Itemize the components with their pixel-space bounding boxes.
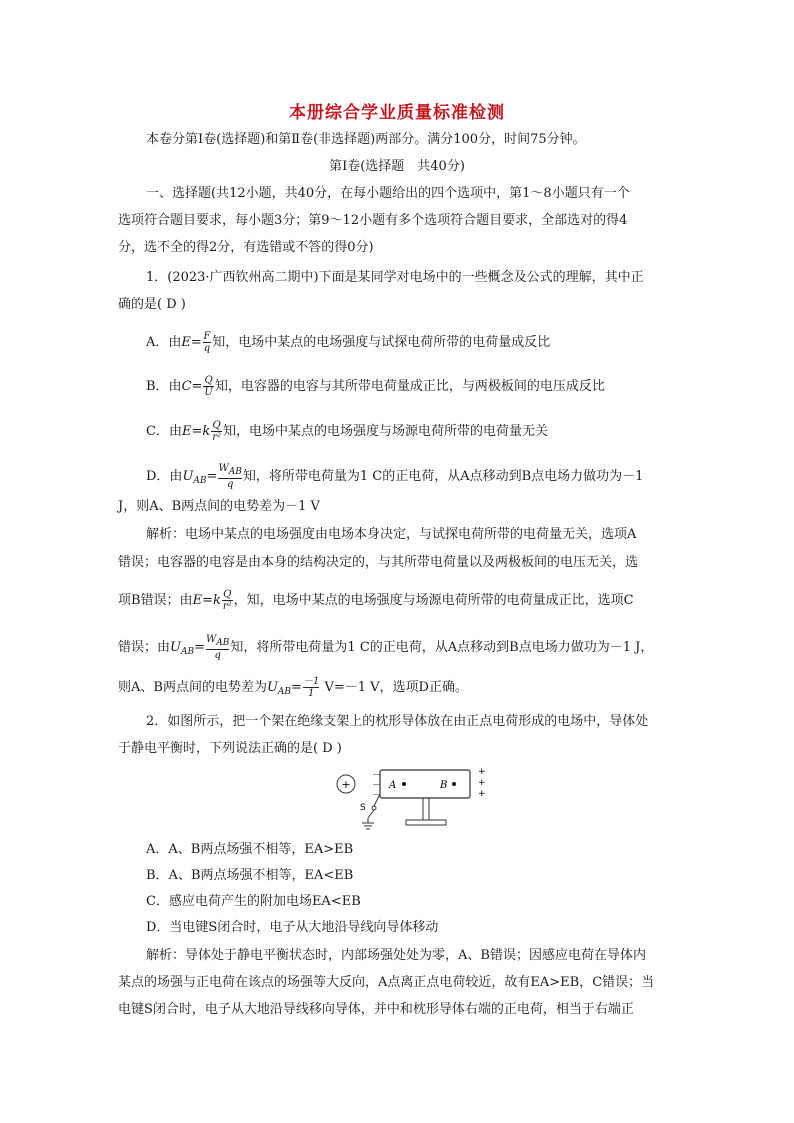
insulating-stand: [423, 798, 429, 820]
q2-option-c: C．感应电荷产生的附加电场EA<EB: [146, 894, 361, 909]
q2-analysis-line3: 电键S闭合时，电子从大地沿导线移向导体，并中和枕形导体右端的正电荷，相当于右端正: [118, 1002, 634, 1017]
q2-analysis-line2: 某点的场强与正电荷在该点的场强等大反向，A点离正点电荷较近，故有EA>EB，C错误；当: [118, 975, 655, 990]
q2-option-a: A．A、B两点场强不相等，EA>EB: [146, 842, 354, 857]
point-b: [452, 782, 456, 786]
q1-stem-line2: 确的是( D ): [118, 297, 186, 312]
minus-2: －: [372, 781, 382, 791]
document-title: 本册综合学业质量标准检测: [289, 103, 505, 123]
section1-instructions-2: 选项符合题目要求，每小题3分；第9～12小题有多个选项符合题目要求，全部选对的得4: [118, 213, 628, 228]
plus-3: +: [478, 789, 486, 799]
q2-option-d: D．当电键S闭合时，电子从大地沿导线向导体移动: [146, 920, 439, 935]
point-b-label: B: [440, 780, 448, 791]
minus-1: －: [372, 771, 382, 781]
q1-analysis-line5: 则A、B两点间的电势差为$U_{AB}=$ $\frac{-1}{1}$ V=－1 V，选项D正确。: [118, 676, 468, 699]
q1-stem-line1: 1．(2023·广西钦州高二期中)下面是某同学对电场中的一些概念及公式的理解，其中正: [146, 270, 644, 285]
switch-terminal: [372, 806, 376, 810]
q1-analysis-line4: 错误；由$U_{AB}=$ $\frac{W_{AB}}{q}$ 知，将所带电荷量为1 C的正电荷，从A点移动到B点电场力做功为－1 J，: [118, 634, 654, 661]
q2-stem-line1: 2．如图所示，把一个架在绝缘支架上的枕形导体放在由正点电荷形成的电场中，导体处: [146, 714, 649, 729]
positive-charge-sign: +: [341, 778, 351, 791]
section1-instructions-3: 分，选不全的得2分，有选错或不答的得0分): [118, 240, 374, 255]
q1-option-c: C．由E=k $\frac{Q}{\text{r²}}$ 知，电场中某点的电场强度与场源电荷所带的电荷量无关: [146, 420, 549, 443]
q1-option-b: B．由C= $\frac{Q}{U}$ 知，电容器的电容与其所带电荷量成正比，与两极板间的电压成反比: [146, 375, 605, 398]
conductor-diagram: [328, 766, 490, 832]
formula-E-kQ-over-r2: $\frac{Q}{\text{r²}}$: [212, 420, 222, 443]
q1-analysis-line2: 错误；电容器的电容是由本身的结构决定的，与其所带电荷量以及两极板间的电压无关，选: [118, 555, 639, 570]
formula-E-F-over-q: $\frac{F}{q}$: [203, 331, 211, 354]
q1-analysis-line3: 项B错误；由E=k $\frac{Q}{\text{r²}}$ ，知，电场中某点的电场强度与场源电荷所带的电荷量成正比，选项C: [118, 589, 634, 612]
q2-stem-line2: 于静电平衡时，下列说法正确的是( D ): [118, 741, 342, 756]
section1-instructions-1: 一、选择题(共12小题，共40分，在每小题给出的四个选项中，第1～8小题只有一个: [146, 186, 630, 201]
formula-U-W-over-q: $\frac{W_{AB}}{q}$: [206, 634, 230, 661]
point-a: [402, 782, 406, 786]
q1-analysis-line1: 解析：电场中某点的电场强度由电场本身决定，与试探电荷所带的电荷量无关，选项A: [146, 527, 637, 542]
formula-minus1-over-1: $\frac{-1}{1}$: [302, 676, 320, 699]
point-a-label: A: [389, 780, 397, 791]
formula-U-W-over-q: $\frac{W_{AB}}{q}$: [218, 463, 242, 490]
plus-1: +: [478, 767, 486, 777]
plus-2: +: [478, 778, 486, 788]
formula-E-kQ-over-r2: $\frac{Q}{\text{r²}}$: [222, 589, 232, 612]
switch-label: S: [360, 803, 366, 813]
switch-lever: [368, 810, 374, 818]
q1-option-d: D．由$U_{AB}=$ $\frac{W_{AB}}{q}$ 知，将所带电荷量为1 C的正电荷，从A点移动到B点电场力做功为－1: [146, 463, 644, 490]
part1-heading: 第Ⅰ卷(选择题 共40分): [329, 159, 465, 174]
q1-option-a: A．由E= $\frac{F}{q}$ 知，电场中某点的电场强度与试探电荷所带的电荷量成反比: [146, 331, 551, 354]
stand-base: [406, 820, 446, 825]
exam-intro: 本卷分第Ⅰ卷(选择题)和第Ⅱ卷(非选择题)两部分。满分100分，时间75分钟。: [146, 132, 586, 147]
q2-option-b: B．A、B两点场强不相等，EA<EB: [146, 868, 354, 883]
minus-3: －: [372, 791, 382, 801]
q1-option-d-line2: J，则A、B两点间的电势差为－1 V: [118, 499, 320, 514]
formula-C-Q-over-U: $\frac{Q}{U}$: [204, 375, 213, 398]
q2-analysis-line1: 解析：导体处于静电平衡状态时，内部场强处处为零，A、B错误；因感应电荷在导体内: [146, 948, 646, 963]
